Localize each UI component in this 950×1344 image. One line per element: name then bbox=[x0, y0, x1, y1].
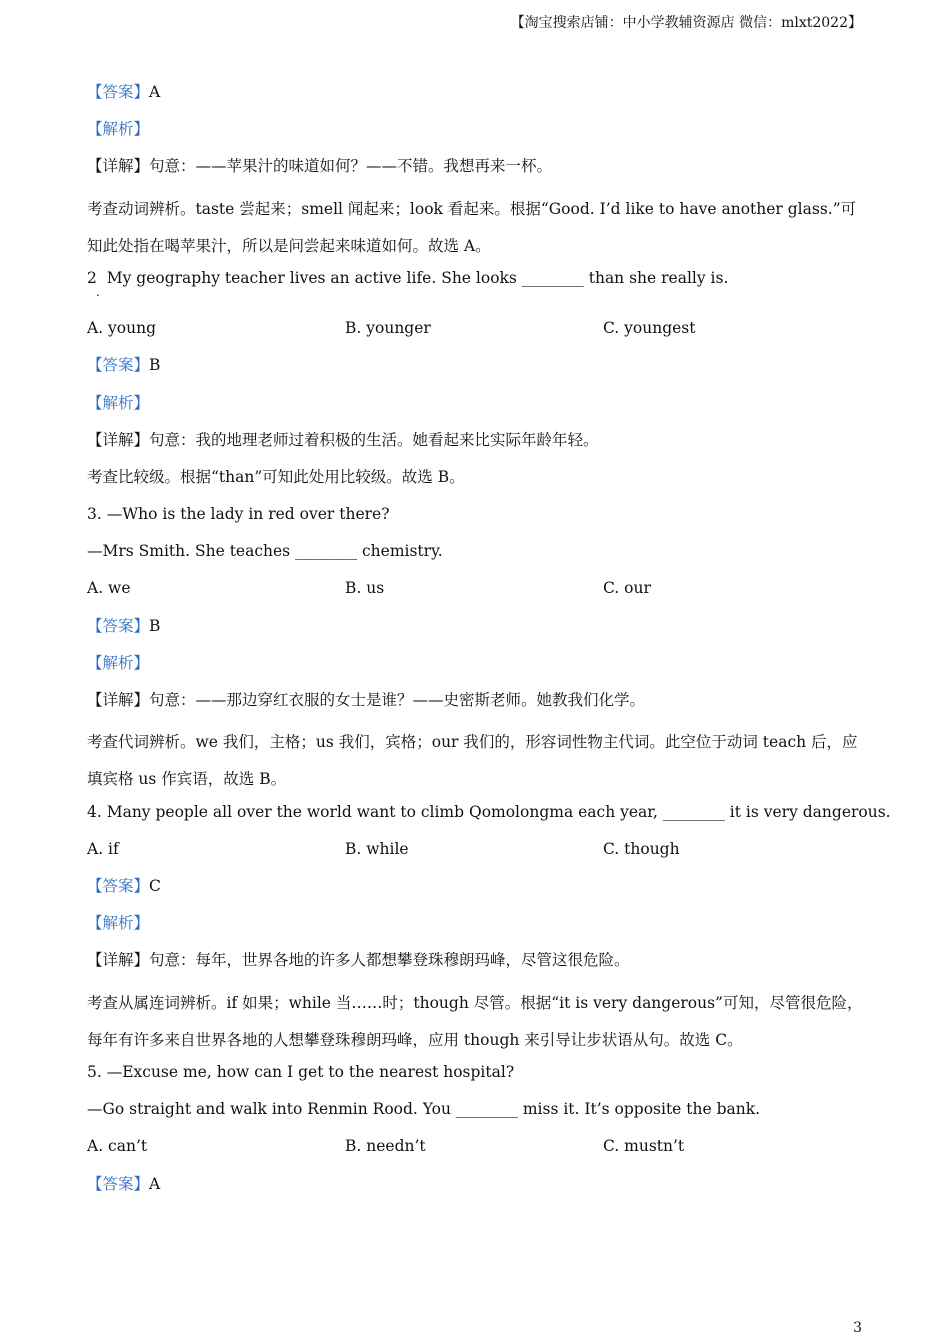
q4-detail bbox=[87, 947, 867, 984]
q4-option-c: C. though bbox=[603, 839, 680, 858]
page-number: 3 bbox=[853, 1320, 862, 1336]
q4-stem: 4. Many people all over the world want to climb Qomolongma each year, ________ it is very dangerous. bbox=[87, 802, 891, 821]
q3-stem-2: —Mrs Smith. She teaches ________ chemistry. bbox=[87, 542, 443, 561]
answer-label: 【答案】 bbox=[87, 877, 150, 895]
q2-stem bbox=[87, 265, 867, 302]
answer-label: 【答案】 bbox=[87, 616, 150, 635]
q4-analysis bbox=[87, 910, 867, 947]
q2-number: 2 bbox=[87, 268, 97, 287]
q2-analysis bbox=[87, 390, 867, 427]
q2-options bbox=[87, 315, 867, 352]
q2-option-b: B. younger bbox=[345, 319, 431, 338]
q2-dot: . bbox=[96, 284, 100, 299]
q1-detail-text: 句意：——苹果汁的味道如何？——不错。我想再来一杯。 bbox=[149, 157, 553, 176]
q5-stem-1: 5. —Excuse me, how can I get to the nearest hospital? bbox=[87, 1062, 515, 1081]
detail-label: 【详解】 bbox=[87, 691, 150, 710]
q4-option-b: B. while bbox=[345, 839, 409, 858]
q3-answer-value: B bbox=[149, 616, 161, 635]
q5-option-b: B. needn’t bbox=[345, 1137, 426, 1156]
q3-stem-1: 3. —Who is the lady in red over there? bbox=[87, 505, 390, 524]
detail-label: 【详解】 bbox=[87, 951, 150, 970]
analysis-label: 【解析】 bbox=[87, 914, 150, 933]
page-header: 【淘宝搜索店铺：中小学教辅资源店 微信：mlxt2022】 bbox=[510, 15, 862, 31]
q1-explanation: 考查动词辨析。taste 尝起来；smell 闻起来；look 看起来。根据“Good. I’d like to have another glass.”可知此处指在喝苹果汁，所以是问尝起来味道如何。故选 A。 bbox=[87, 199, 857, 255]
q3-option-b: B. us bbox=[345, 579, 385, 598]
q5-stem-2: —Go straight and walk into Renmin Rood. You ________ miss it. It’s opposite the bank. bbox=[87, 1100, 761, 1119]
answer-label: 【答案】 bbox=[87, 1174, 150, 1193]
q5-option-a: A. can’t bbox=[87, 1137, 148, 1156]
analysis-label: 【解析】 bbox=[87, 653, 150, 672]
q3-detail bbox=[87, 687, 867, 724]
q5-answer-value: A bbox=[149, 1174, 161, 1193]
q3-option-a: A. we bbox=[87, 579, 131, 598]
q2-option-c: C. youngest bbox=[603, 319, 696, 338]
q3-analysis bbox=[87, 650, 867, 687]
q5-option-c: C. mustn’t bbox=[603, 1137, 685, 1156]
q5-answer bbox=[87, 1171, 867, 1208]
answer-label: 【答案】 bbox=[87, 356, 150, 375]
analysis-label: 【解析】 bbox=[87, 393, 150, 412]
q3-option-c: C. our bbox=[603, 579, 651, 598]
q2-answer-value: B bbox=[149, 356, 161, 375]
q2-option-a: A. young bbox=[87, 319, 157, 338]
q1-answer-value: A bbox=[149, 83, 161, 101]
q2-stem-text: My geography teacher lives an active life. She looks ________ than she really is. bbox=[106, 268, 729, 287]
q4-explanation: 考查从属连词辨析。if 如果；while 当……时；though 尽管。根据“it is very dangerous”可知，尽管很危险，每年有许多来自世界各地的人想攀登珠穆朗玛峰，应用 though 来引导让步状语从句。故选 C。 bbox=[87, 993, 863, 1049]
q3-options bbox=[87, 575, 867, 612]
q4-answer bbox=[87, 873, 867, 910]
detail-label: 【详解】 bbox=[87, 157, 150, 176]
q4-options bbox=[87, 836, 867, 873]
q4-detail-text: 句意：每年，世界各地的许多人都想攀登珠穆朗玛峰，尽管这很危险。 bbox=[149, 951, 630, 970]
answer-label: 【答案】 bbox=[87, 83, 150, 101]
q3-detail-text: 句意：——那边穿红衣服的女士是谁？——史密斯老师。她教我们化学。 bbox=[149, 691, 646, 710]
q4-answer-value: C bbox=[149, 877, 161, 895]
q1-analysis bbox=[87, 116, 867, 153]
q4-option-a: A. if bbox=[87, 839, 119, 858]
analysis-label: 【解析】 bbox=[87, 120, 150, 139]
q2-explanation: 考查比较级。根据“than”可知此处用比较级。故选 B。 bbox=[87, 467, 465, 486]
q3-explanation: 考查代词辨析。we 我们，主格；us 我们，宾格；our 我们的，形容词性物主代词。此空位于动词 teach 后，应填宾格 us 作宾语，故选 B。 bbox=[87, 733, 858, 789]
q3-answer bbox=[87, 613, 867, 650]
q2-detail bbox=[87, 427, 867, 464]
q2-answer bbox=[87, 352, 867, 389]
detail-label: 【详解】 bbox=[87, 430, 150, 449]
q1-answer bbox=[87, 79, 867, 116]
document-body bbox=[87, 79, 891, 1208]
q5-options bbox=[87, 1133, 867, 1170]
q2-detail-text: 句意：我的地理老师过着积极的生活。她看起来比实际年龄年轻。 bbox=[149, 430, 599, 449]
q1-detail bbox=[87, 153, 867, 190]
